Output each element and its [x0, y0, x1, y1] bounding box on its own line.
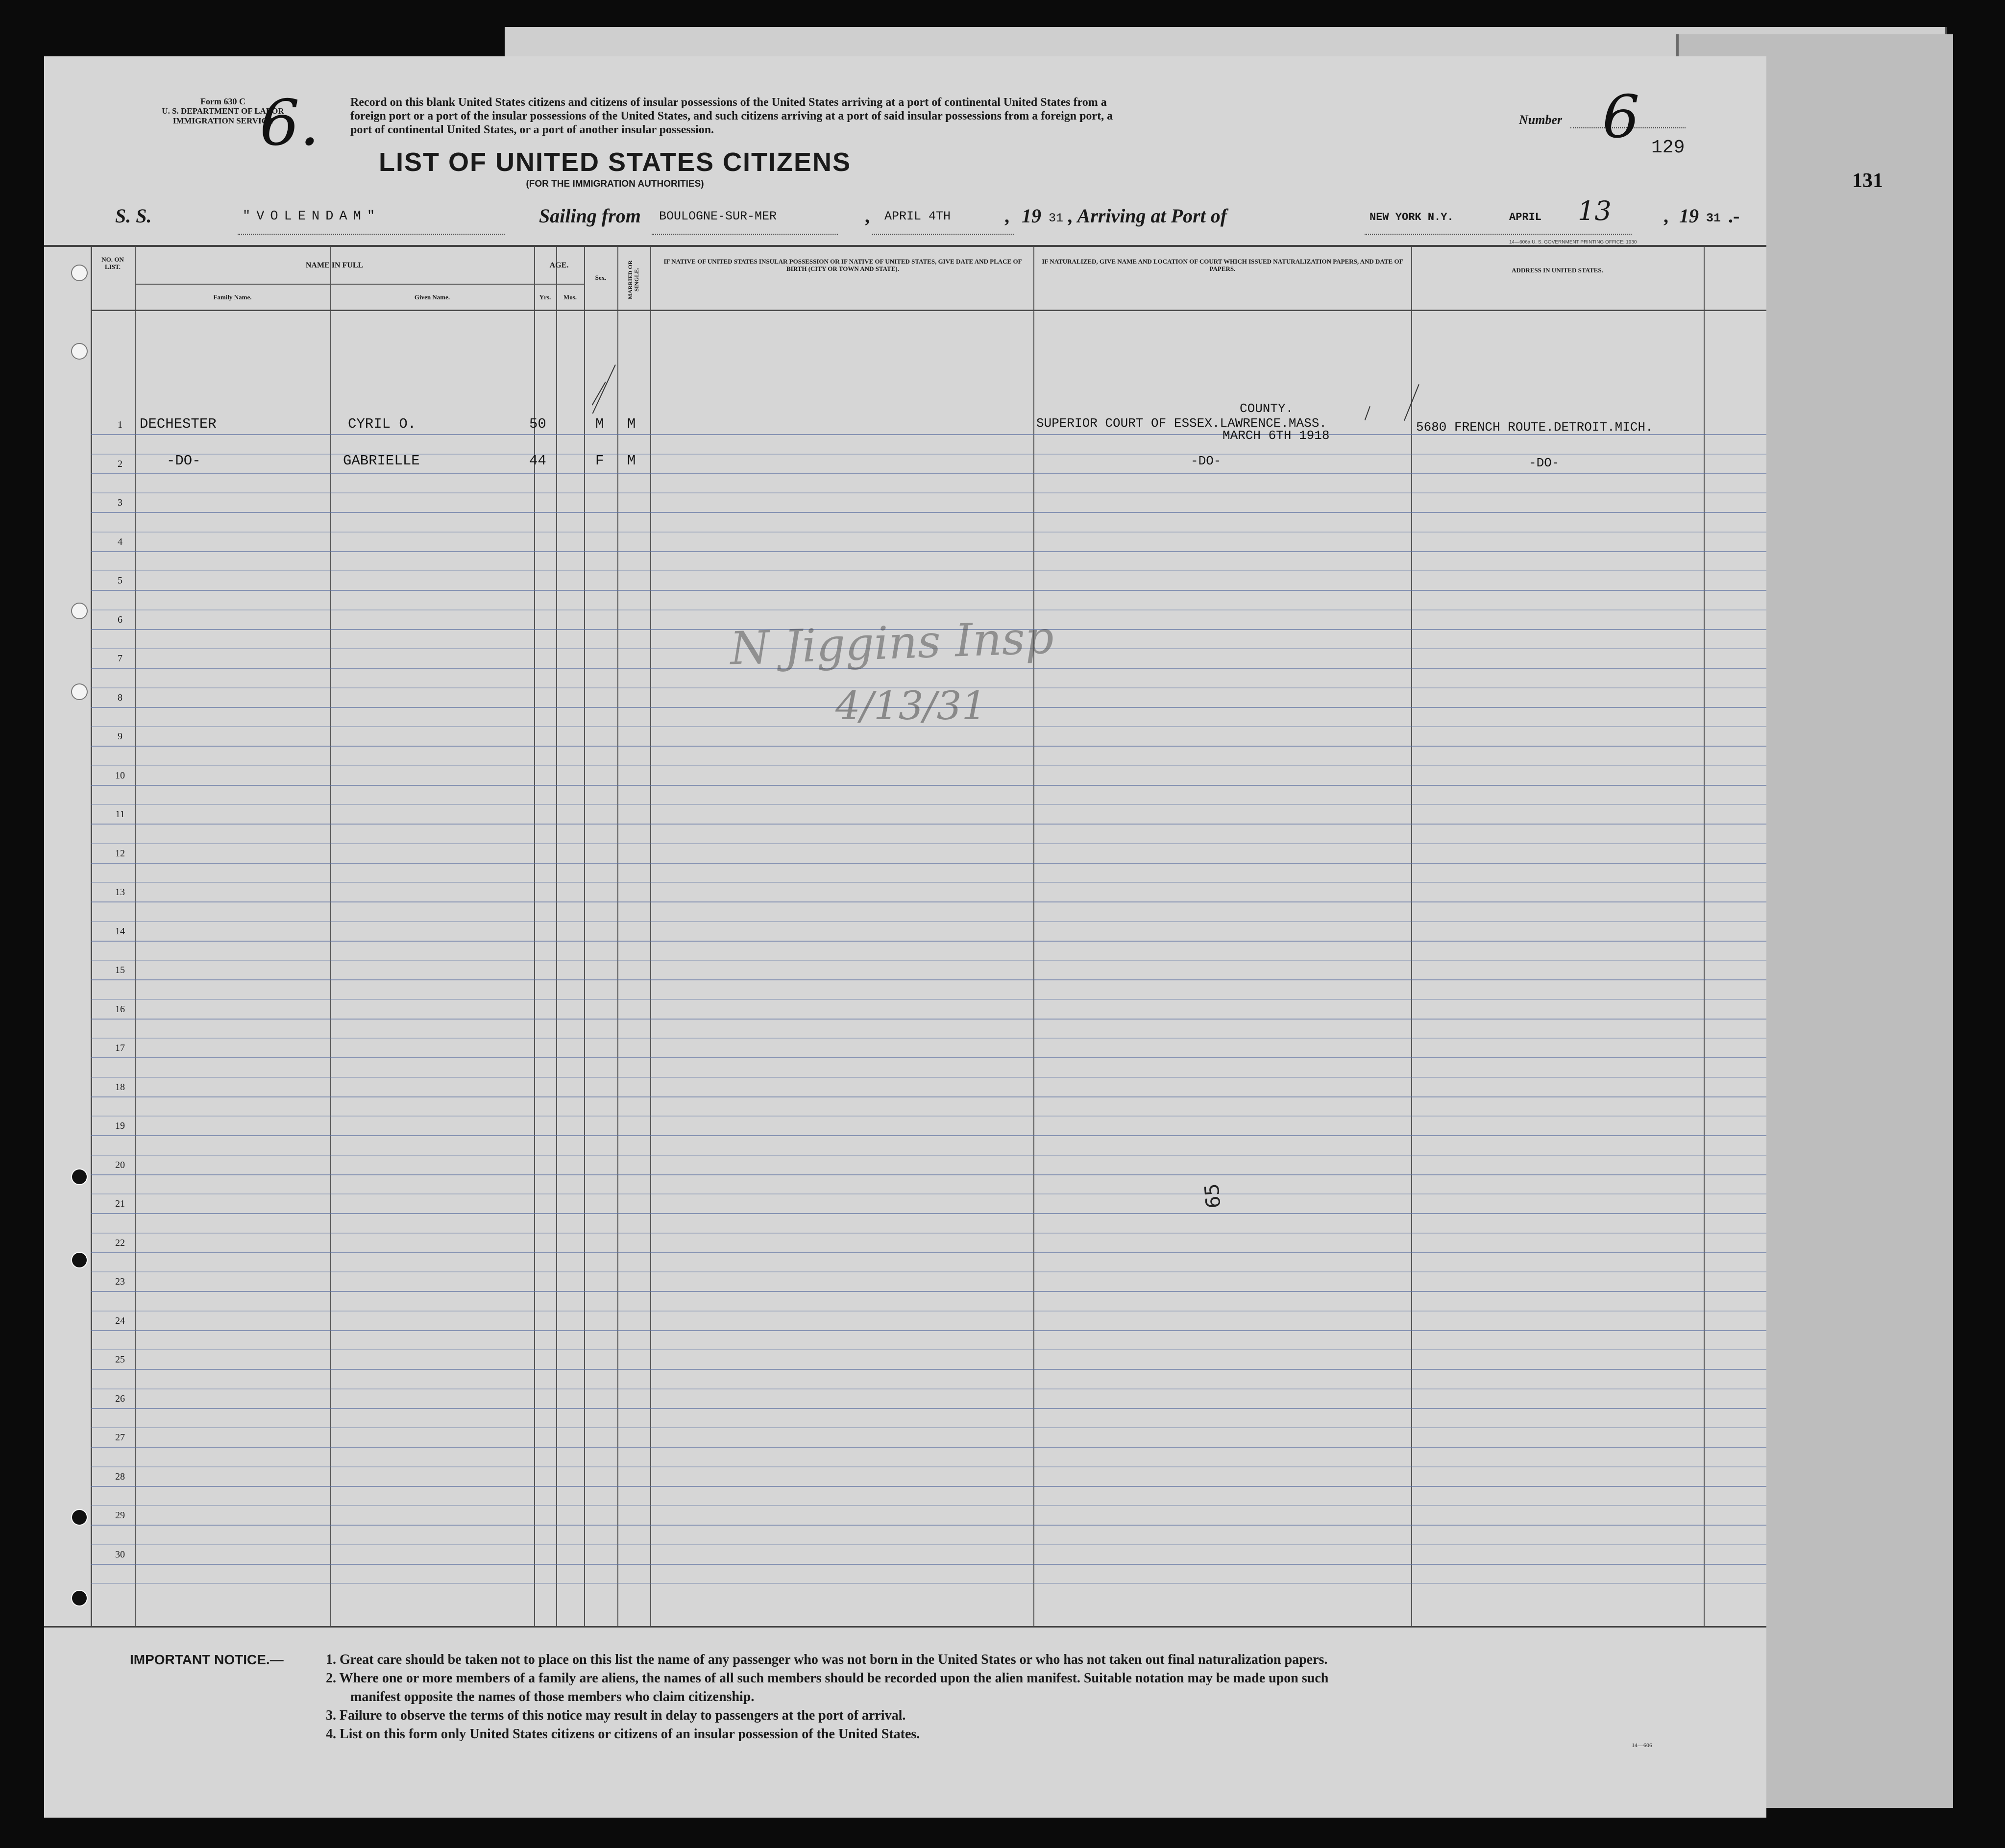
- entry-1-court-county: COUNTY.: [1240, 401, 1294, 416]
- row-number: 7: [118, 653, 122, 664]
- form-footer: 14—606: [1632, 1742, 1652, 1749]
- row-number: 19: [115, 1120, 125, 1131]
- notice-item: 3. Failure to observe the terms of this notice may result in delay to passengers at the port of arrival.: [326, 1708, 906, 1723]
- notice-item: 2. Where one or more members of a family are aliens, the names of all such members should be recorded upon the alien manifest. Suitable notation may be made upon such: [326, 1671, 1329, 1686]
- row-number: 22: [115, 1238, 125, 1248]
- arrive-day: 13: [1578, 195, 1612, 226]
- entry-1-address: 5680 FRENCH ROUTE.DETROIT.MICH.: [1416, 420, 1653, 435]
- instruction-line: foreign port or a port of the insular possessions of the United States, and such citizens arriving at a port of said insular possessions from a foreign port, a: [350, 110, 1113, 122]
- inspector-signature: N Jiggins Insp: [729, 611, 1055, 675]
- punch-hole: [71, 1590, 88, 1606]
- number-label: Number: [1519, 113, 1563, 127]
- col-header-birth: IF NATIVE OF UNITED STATES INSULAR POSSESSION OR IF NATIVE OF UNITED STATES, GIVE DATE AND PLACE OF BIRTH (CITY OR TOWN AND STATE).: [663, 258, 1022, 272]
- row-subline: [91, 1388, 1766, 1389]
- form-number: Form 630 C: [200, 97, 245, 106]
- row-number: 30: [115, 1549, 125, 1560]
- row-line: [91, 979, 1766, 980]
- row-line: [91, 1057, 1766, 1058]
- punch-hole: [71, 1509, 88, 1526]
- row-subline: [91, 765, 1766, 766]
- entry-2-family: -DO-: [167, 453, 201, 469]
- row-number: 27: [115, 1432, 125, 1443]
- comma: ,: [865, 205, 870, 227]
- row-subline: [91, 454, 1766, 455]
- row-number: 17: [115, 1043, 125, 1053]
- row-subline: [91, 609, 1766, 610]
- margin-mark: 65: [1200, 1182, 1225, 1210]
- handwritten-number-left: 6.: [260, 87, 320, 160]
- row-subline: [91, 1077, 1766, 1078]
- page-title: LIST OF UNITED STATES CITIZENS: [379, 147, 851, 177]
- header-bottom-line: [91, 310, 1766, 311]
- inspector-signature-stamp: [720, 612, 1161, 759]
- row-number: 8: [118, 692, 122, 703]
- row-subline: [91, 843, 1766, 844]
- service: IMMIGRATION SERVICE: [172, 116, 273, 125]
- port-to: NEW YORK N.Y.: [1369, 211, 1454, 223]
- row-number: 21: [115, 1198, 125, 1209]
- notice-label: IMPORTANT NOTICE.—: [130, 1652, 284, 1667]
- year-prefix: 19: [1022, 205, 1041, 227]
- entry-1-sex: M: [595, 416, 604, 432]
- page-subtitle: (FOR THE IMMIGRATION AUTHORITIES): [526, 179, 704, 189]
- row-number: 5: [118, 575, 122, 586]
- check-mark: [1365, 406, 1370, 420]
- row-number: 26: [115, 1393, 125, 1404]
- row-number: 20: [115, 1160, 125, 1170]
- handwritten-number-right: 6: [1602, 83, 1640, 151]
- row-number: 25: [115, 1354, 125, 1365]
- row-subline: [91, 570, 1766, 571]
- row-subline: [91, 492, 1766, 493]
- punch-hole: [71, 265, 88, 281]
- row-line: [91, 863, 1766, 864]
- row-subline: [91, 1193, 1766, 1194]
- row-line: [91, 473, 1766, 474]
- row-line: [91, 551, 1766, 552]
- punch-hole: [71, 683, 88, 700]
- col-header-family: Family Name.: [213, 293, 252, 301]
- row-line: [91, 1486, 1766, 1487]
- header-subline: [135, 284, 534, 285]
- printer-mark: 14—606a U. S. GOVERNMENT PRINTING OFFICE: 1930: [1509, 240, 1637, 245]
- entry-2-given: GABRIELLE: [343, 453, 420, 469]
- date-underline: [872, 234, 1014, 235]
- port-from-underline: [652, 234, 838, 235]
- instruction-line: Record on this blank United States citizens and citizens of insular possessions of the United States arriving at a port of continental United States from a: [350, 96, 1107, 109]
- row-line: [91, 1564, 1766, 1565]
- row-number: 11: [115, 809, 125, 820]
- col-header-no: NO. ON LIST.: [101, 256, 124, 270]
- row-number: 29: [115, 1510, 125, 1521]
- row-number: 6: [118, 614, 122, 625]
- entry-1-marital: M: [627, 416, 636, 432]
- col-header-mos: Mos.: [563, 293, 577, 301]
- arrive-year: 31: [1706, 211, 1721, 225]
- department: U. S. DEPARTMENT OF LABOR: [162, 106, 284, 116]
- row-subline: [91, 1544, 1766, 1545]
- col-header-given: Given Name.: [414, 293, 450, 301]
- row-line: [91, 1135, 1766, 1136]
- entry-2-court: -DO-: [1191, 454, 1222, 468]
- row-subline: [91, 1349, 1766, 1350]
- row-line: [91, 512, 1766, 513]
- sail-date: APRIL 4TH: [884, 209, 951, 223]
- port-to-underline: [1365, 234, 1632, 235]
- row-subline: [91, 1155, 1766, 1156]
- year-prefix: 19: [1679, 205, 1699, 227]
- manifest-sheet: [44, 56, 1766, 1818]
- row-line: [91, 1369, 1766, 1370]
- punch-hole: [71, 603, 88, 619]
- row-number: 10: [115, 770, 125, 781]
- row-line: [91, 1291, 1766, 1292]
- notice-item: 4. List on this form only United States citizens or citizens of an insular possession of the United States.: [326, 1726, 920, 1742]
- entry-2-marital: M: [627, 453, 636, 469]
- header-instructions: [350, 96, 1497, 137]
- check-mark: [592, 382, 606, 406]
- entry-1-given: CYRIL O.: [348, 416, 416, 432]
- row-subline: [91, 532, 1766, 533]
- passenger-table: [44, 245, 1766, 1628]
- row-line: [91, 1096, 1766, 1097]
- row-subline: [91, 1466, 1766, 1467]
- ship-underline: [238, 234, 505, 235]
- inspection-date: 4/13/31: [835, 683, 987, 729]
- row-line: [91, 1408, 1766, 1409]
- col-header-sex: Sex.: [595, 274, 607, 281]
- row-line: [91, 901, 1766, 902]
- entry-2-yrs: 44: [529, 453, 546, 469]
- row-number: 2: [118, 459, 122, 469]
- row-subline: [91, 999, 1766, 1000]
- entry-1-court-date: MARCH 6TH 1918: [1223, 428, 1330, 443]
- row-subline: [91, 882, 1766, 883]
- row-subline: [91, 1233, 1766, 1234]
- page-number: 129: [1651, 137, 1685, 158]
- notice-item-continued: manifest opposite the names of those members who claim citizenship.: [350, 1689, 755, 1704]
- row-number: 15: [115, 965, 125, 975]
- row-line: [91, 1174, 1766, 1175]
- row-subline: [91, 1505, 1766, 1506]
- col-header-naturalized: IF NATURALIZED, GIVE NAME AND LOCATION OF COURT WHICH ISSUED NATURALIZATION PAPERS, AND DATE OF PAPERS.: [1042, 258, 1403, 272]
- underlying-page-number: 131: [1852, 170, 1883, 192]
- sail-year: 31: [1049, 211, 1064, 225]
- row-line: [91, 1447, 1766, 1448]
- row-subline: [91, 1311, 1766, 1312]
- row-line: [91, 1330, 1766, 1331]
- punch-hole: [71, 343, 88, 360]
- row-number: 24: [115, 1315, 125, 1326]
- row-subline: [91, 1583, 1766, 1584]
- row-subline: [91, 804, 1766, 805]
- row-line: [91, 1019, 1766, 1020]
- row-line: [91, 1252, 1766, 1253]
- row-line: [91, 1213, 1766, 1214]
- row-number: 28: [115, 1471, 125, 1482]
- row-line: [91, 590, 1766, 591]
- row-line: [91, 824, 1766, 825]
- col-header-yrs: Yrs.: [539, 293, 551, 301]
- port-from: BOULOGNE-SUR-MER: [659, 209, 777, 223]
- entry-1-family: DECHESTER: [140, 416, 217, 432]
- ship-name: "VOLENDAM": [243, 209, 381, 224]
- punch-hole: [71, 1168, 88, 1185]
- ss-label: S. S.: [115, 205, 152, 227]
- row-subline: [91, 960, 1766, 961]
- col-header-address: ADDRESS IN UNITED STATES.: [1512, 267, 1603, 274]
- header-subline: [534, 284, 584, 285]
- sailing-from-label: Sailing from: [539, 205, 641, 227]
- row-subline: [91, 921, 1766, 922]
- row-number: 18: [115, 1082, 125, 1093]
- row-subline: [91, 1271, 1766, 1272]
- row-subline: [91, 1116, 1766, 1117]
- row-subline: [91, 1427, 1766, 1428]
- entry-1-yrs: 50: [529, 416, 546, 432]
- instruction-line: port of continental United States, or a port of another insular possession.: [350, 123, 714, 136]
- row-line: [91, 1525, 1766, 1526]
- row-line: [91, 785, 1766, 786]
- col-header-name: NAME IN FULL: [305, 261, 364, 269]
- entry-2-sex: F: [595, 453, 604, 469]
- col-header-age: AGE.: [549, 261, 569, 269]
- dash: .-: [1728, 205, 1740, 227]
- row-number: 14: [115, 926, 125, 937]
- row-number: 3: [118, 497, 122, 508]
- punch-hole: [71, 1252, 88, 1268]
- arriving-label: , Arriving at Port of: [1068, 205, 1227, 227]
- row-number: 16: [115, 1004, 125, 1015]
- row-number: 4: [118, 536, 122, 547]
- row-subline: [91, 1038, 1766, 1039]
- row-number: 12: [115, 848, 125, 859]
- comma: ,: [1663, 205, 1668, 227]
- entry-2-address: -DO-: [1529, 456, 1560, 470]
- row-number: 9: [118, 731, 122, 742]
- comma: ,: [1004, 205, 1009, 227]
- row-number: 13: [115, 887, 125, 898]
- row-number: 23: [115, 1276, 125, 1287]
- check-mark: [592, 365, 616, 414]
- row-line: [91, 941, 1766, 942]
- arrive-month: APRIL: [1509, 211, 1542, 223]
- col-header-married: MARRIED OR SINGLE.: [627, 260, 640, 299]
- notice-item: 1. Great care should be taken not to place on this list the name of any passenger who was not born in the United States or who has not taken out final naturalization papers.: [326, 1652, 1328, 1667]
- entry-1-court: SUPERIOR COURT OF ESSEX.LAWRENCE.MASS.: [1036, 416, 1327, 431]
- row-number: 1: [118, 419, 122, 430]
